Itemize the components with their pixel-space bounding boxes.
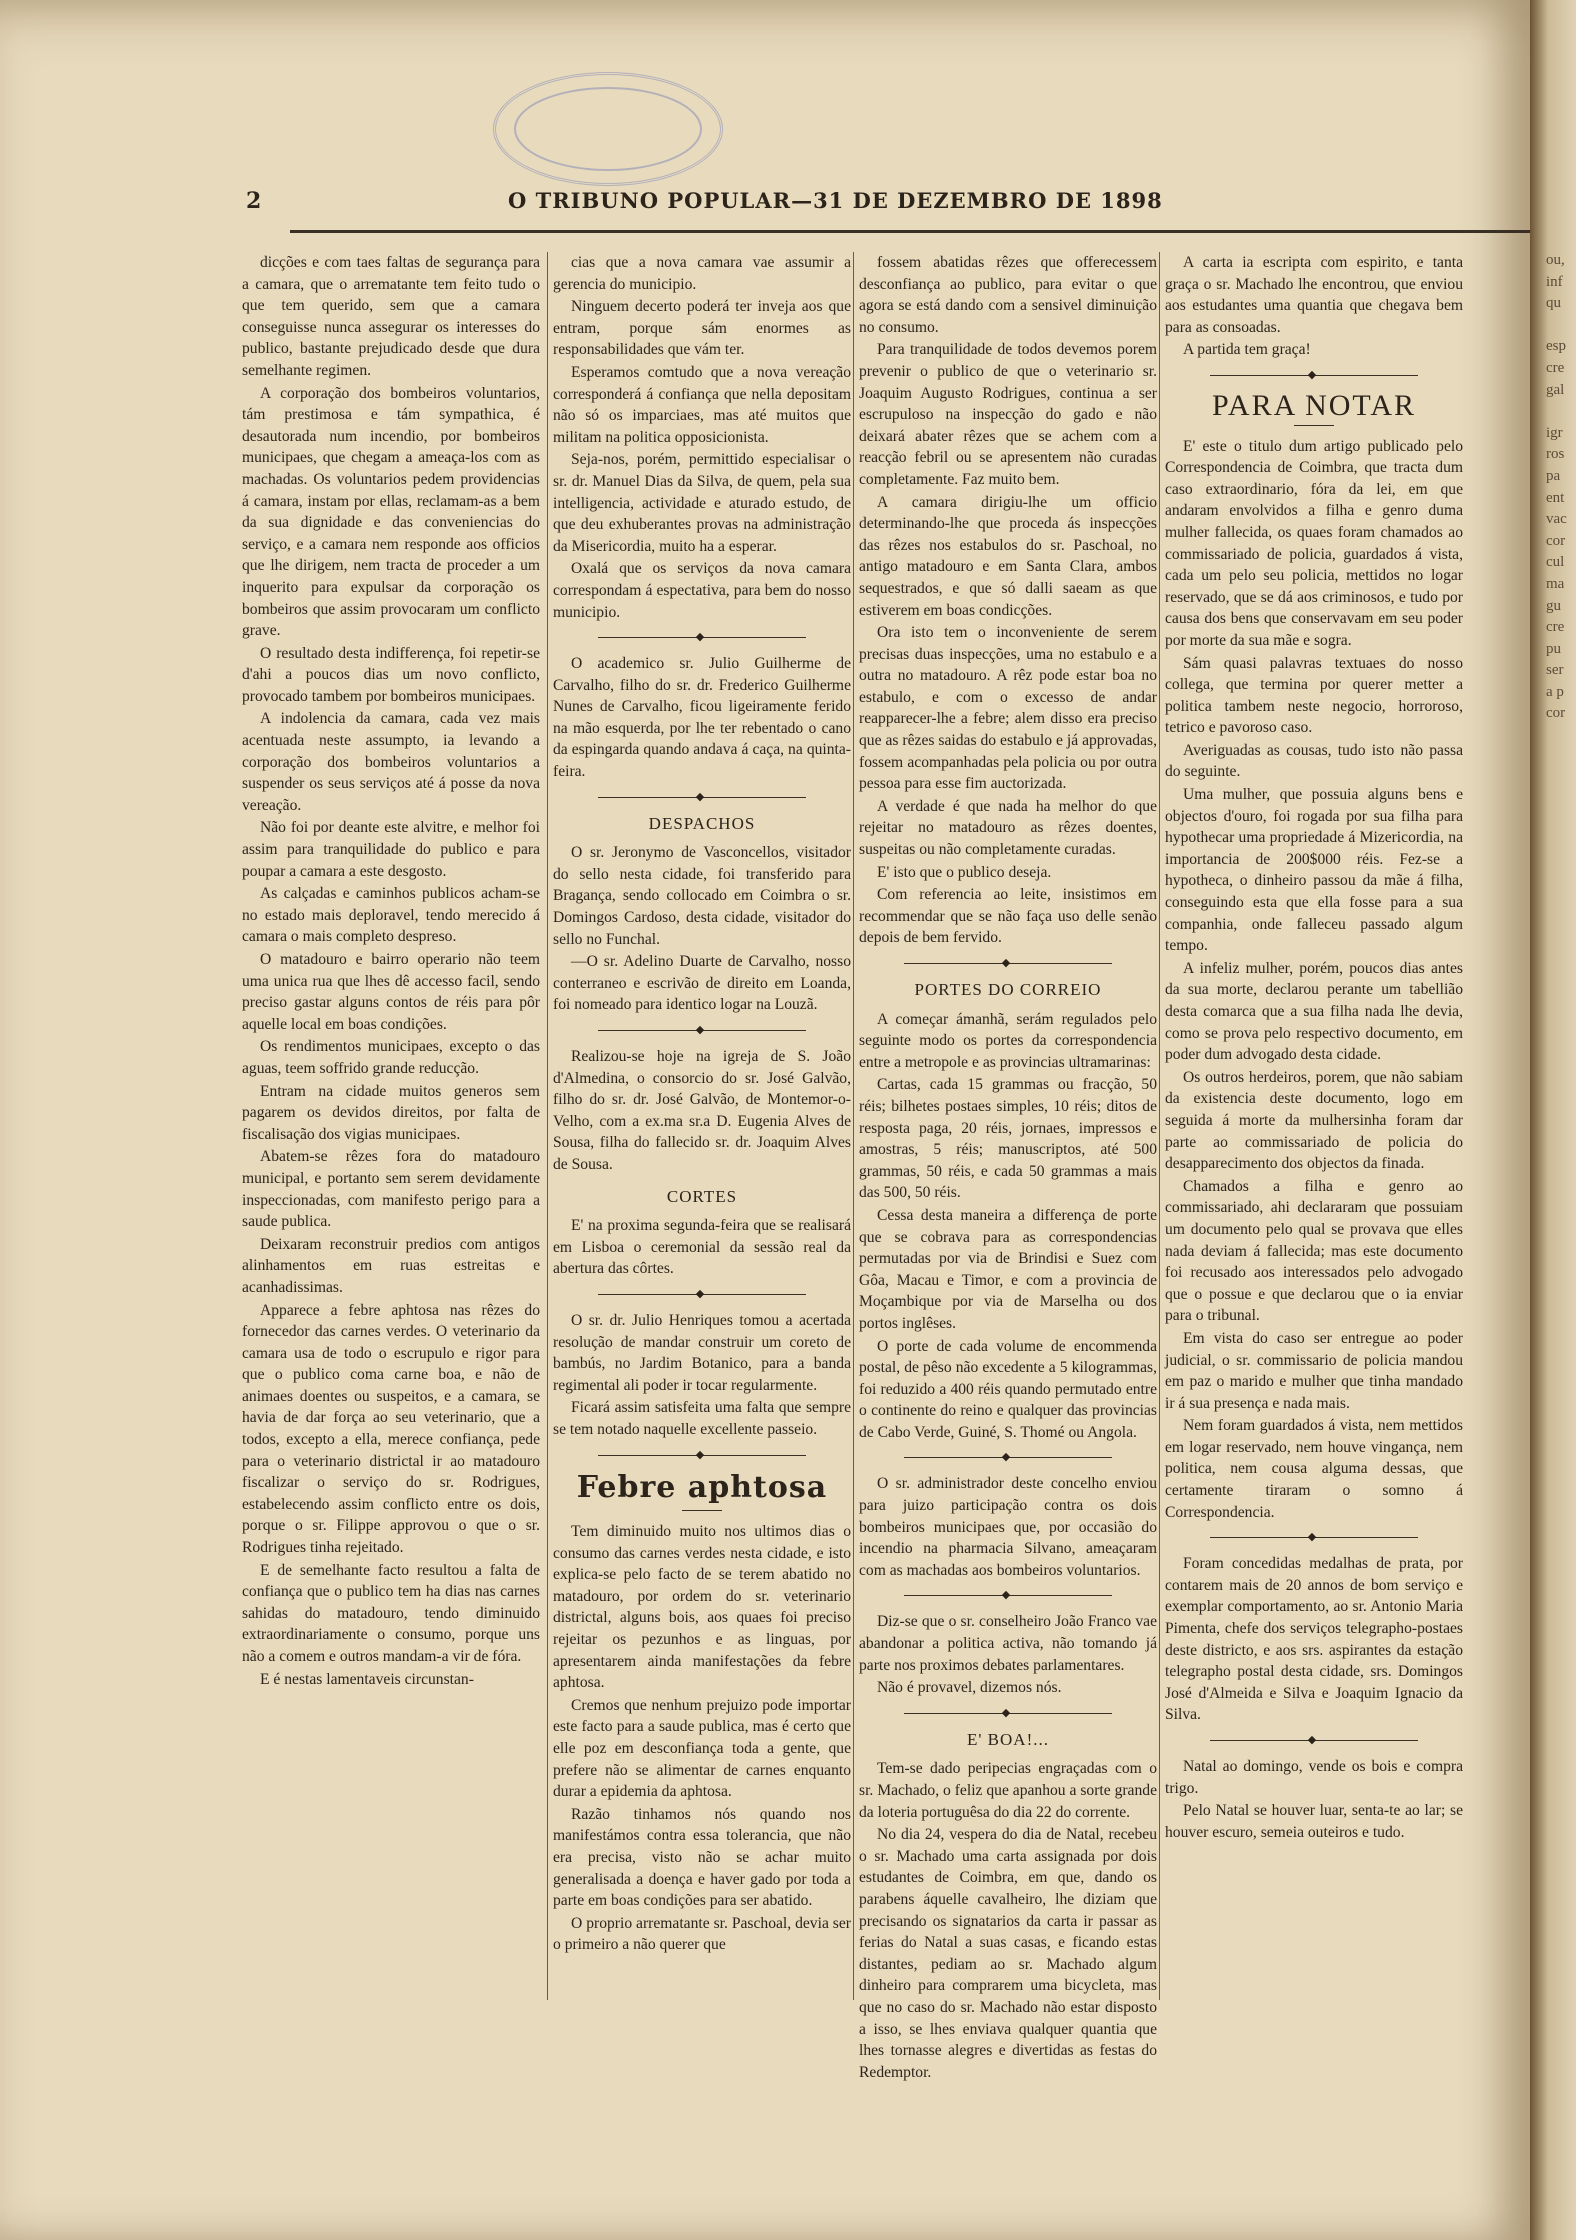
paragraph: O resultado desta indifferença, foi repetir-se d'ahi a poucos dias um novo conflicto, provocado tambem por bombeiros municipaes.	[242, 644, 540, 705]
paragraph: Os rendimentos municipaes, excepto o das aguas, teem soffrido grande reducção.	[242, 1038, 540, 1077]
heading-febre-aphtosa: Febre aphtosa	[576, 1469, 828, 1505]
article-academico: O academico sr. Julio Guilherme de Carvalho, filho do sr. dr. Frederico Guilherme Nunes de Carvalho, ficou ligeiramente ferido na mão esquerda, por lhe ter rebentado o cano da espingarda quando andava á caça, na quinta-feira.	[553, 655, 851, 781]
paragraph: —O sr. Adelino Duarte de Carvalho, nosso conterraneo e escrivão de direito em Loanda, foi nomeado para identico logar na Louzã.	[553, 953, 851, 1014]
separator	[598, 1451, 807, 1461]
paragraph: Natal ao domingo, vende os bois e compra trigo.	[1165, 1758, 1463, 1797]
edge-text-line: gu	[1546, 597, 1561, 614]
paragraph: Abatem-se rêzes fora do matadouro municipal, e portanto sem serem devidamente inspeccionadas, com manifesto perigo para a saude publica.	[242, 1148, 540, 1231]
paragraph: A partida tem graça!	[1183, 341, 1311, 359]
edge-text-line: pu	[1546, 640, 1561, 657]
article-medalhas: Foram concedidas medalhas de prata, por contarem mais de 20 annos de bom serviço e exemplar comportamento, ao sr. Antonio Maria Pimenta, chefe dos serviços telegrapho-postaes deste districto, e aos srs. aspirantes da estação telegrapho postal desta cidade, srs. Domingos José d'Almeida e Silva e Joaquim Ignacio da Silva.	[1165, 1555, 1463, 1724]
paragraph: E' isto que o publico deseja.	[877, 863, 1052, 881]
heading-despachos: DESPACHOS	[648, 813, 756, 833]
paragraph: A camara dirigiu-lhe um officio determinando-lhe que proceda ás inspecções das rêzes nos estabulos do sr. Paschoal, no antigo matadouro e em Santa Clara, ambos sequestrados, e que só dalli saeam as que estiverem em boas condicções.	[859, 493, 1157, 619]
paragraph: O matadouro e bairro operario não teem uma unica rua que lhes dê accesso facil, sendo preciso gastar alguns contos de réis para pôr aquelle local em boas condições.	[242, 951, 540, 1033]
edge-text-line: gal	[1546, 381, 1565, 398]
separator	[904, 1591, 1113, 1601]
paragraph: O sr. dr. Julio Henriques tomou a acertada resolução de mandar construir um coreto de bambús, no Jardim Botanico, para a banda regimental ali poder ir tocar regularmente.	[553, 1311, 851, 1394]
edge-text-line: pa	[1546, 467, 1561, 484]
header-rule	[290, 230, 1530, 233]
paragraph: Cartas, cada 15 grammas ou fracção, 50 réis; bilhetes postaes simples, 10 réis; ditos de resposta paga, 20 réis, jornaes, impressos e amostras, 5 réis; manuscriptos, até 500 grammas, 50 réis, e cada 50 grammas a mais das 500, 50 réis.	[859, 1076, 1157, 1202]
edge-text-line: igr	[1546, 424, 1563, 441]
paragraph: Sám quasi palavras textuaes do nosso collega, que termina por querer metter a politica tambem neste negocio, horroroso, tetrico e pavoroso caso.	[1165, 654, 1463, 737]
column-rule	[1159, 252, 1160, 2000]
column-1	[242, 252, 540, 1691]
paragraph: Entram na cidade muitos generos sem pagarem os devidos direitos, por falta de fiscalisação dos vigias municipaes.	[242, 1082, 540, 1143]
paragraph: E é nestas lamentaveis circunstan-	[260, 1670, 474, 1688]
edge-text-line: esp	[1546, 338, 1566, 355]
next-page-edge-text	[1546, 250, 1572, 725]
paragraph: O porte de cada volume de encommenda postal, de pêso não excedente a 5 kilogrammas, foi reduzido a 400 réis quando permutado entre o continente do reino e qualquer das provincias de Cabo Verde, Guiné, S. Thomé ou Angola.	[859, 1337, 1157, 1441]
separator	[904, 1453, 1113, 1463]
paragraph: A carta ia escripta com espirito, e tanta graça o sr. Machado lhe encontrou, que enviou aos estudantes uma quantia que chegava bem para as consoadas.	[1165, 254, 1463, 336]
paragraph: As calçadas e caminhos publicos acham-se no estado mais deploravel, tendo merecido á camara o mais completo despreso.	[242, 885, 540, 946]
paragraph: Os outros herdeiros, porem, que não sabiam da existencia deste documento, logo em seguida á morte da mulhersinha foram dar parte ao commissariado de policia do desapparecimento dos objectos da finada.	[1165, 1068, 1463, 1173]
separator	[598, 1026, 807, 1036]
paragraph: A indolencia da camara, cada vez mais acentuada neste assumpto, ia levando a corporação dos bombeiros voluntarios a suspender os seus serviços até á posse da nova vereação.	[242, 710, 540, 814]
library-stamp	[493, 72, 723, 186]
paragraph: Uma mulher, que possuia alguns bens e objectos d'ouro, foi rogada por sua filha para hypothecar uma propriedade á Mizericordia, na importancia de 200$000 réis. Fez-se a hypotheca, o dinheiro passou da mãe á filha, conseguindo esta que ella fosse para a sua companhia, onde falleceu passado algum tempo.	[1165, 786, 1463, 955]
separator	[598, 1290, 807, 1300]
separator	[904, 959, 1113, 969]
edge-text-line: ent	[1546, 489, 1565, 506]
edge-text-line: ou,	[1546, 252, 1565, 268]
paragraph: A infeliz mulher, porém, poucos dias antes da sua morte, declarou perante um tabellião desta comarca que a sua filha nada lhe devia, como se prova pelo respectivo documento, em poder dum advogado desta cidade.	[1165, 959, 1463, 1064]
column-3	[859, 252, 1157, 2084]
edge-text-line: ma	[1546, 575, 1565, 592]
edge-text-line	[1546, 315, 1572, 337]
heading-e-boa: E' BOA!...	[966, 1729, 1049, 1749]
edge-text-line: cre	[1546, 619, 1565, 636]
paragraph: A verdade é que nada ha melhor do que rejeitar no matadouro as rêzes doentes, suspeitas ou não completamente curadas.	[859, 797, 1157, 859]
heading-cortes: CORTES	[666, 1186, 738, 1206]
paragraph: Seja-nos, porém, permittido especialisar o sr. dr. Manuel Dias da Silva, de quem, pela sua intelligencia, actividade e aturado estudo, de que deu exhuberantes provas na administração da Misericordia, muito ha a esperar.	[553, 451, 851, 555]
separator	[598, 633, 807, 643]
paragraph: fossem abatidas rêzes que offerecessem desconfiança ao publico, para evitar o que agora se está dando com a sensivel diminuição no consumo.	[859, 254, 1157, 336]
paragraph: A começar ámanhã, serám regulados pelo seguinte modo os portes da correspondencia entre a metropole e as provincias ultramarinas:	[859, 1010, 1157, 1071]
paragraph: Esperamos comtudo que a nova vereação corresponderá á confiança que nella depositam não só os imparciaes, mas até muitos que militam na politica opposicionista.	[553, 363, 851, 446]
paragraph: A corporação dos bombeiros voluntarios, tám prestimosa e tám sympathica, é desautorada num incendio, por bombeiros municipaes, que chegam a ameaça-los com as machadas. Os voluntarios pedem providencias á camara, instam por ellas, reclamam-as a bem da sua dignidade e das conveniencias do serviço, e a camara nem responde aos officios que lhe dirigem, nem tracta de proceder a um inquerito para expulsar da corporação os bombeiros que assim provocaram um conflicto grave.	[242, 384, 540, 640]
heading-para-notar: PARA NOTAR	[1211, 388, 1417, 422]
edge-text-line: cor	[1546, 532, 1566, 549]
paragraph: Ora isto tem o inconveniente de serem precisas duas inspecções, uma no estabulo e a outra no matadouro. A rêz pode estar boa no estabulo, e com o excesso de andar reapparecer-lhe a febre; alem disso era preciso que as rêzes saidas do estabulo e já approvadas, fossem acompanhadas pela policia ou por outra pessoa para esse fim auctorizada.	[859, 624, 1157, 793]
separator	[1210, 371, 1419, 381]
paragraph: Averiguadas as cousas, tudo isto não passa do seguinte.	[1165, 741, 1463, 781]
paragraph: cias que a nova camara vae assumir a gerencia do municipio.	[553, 254, 851, 293]
separator	[1210, 1533, 1419, 1543]
paragraph: Para tranquilidade de todos devemos porem prevenir o publico de que o veterinario sr. Joaquim Augusto Rodrigues, continua a ser escrupuloso na inspecção do gado e não deixará abater rêzes que se achem com a reacção febril ou se apresentem não curadas completamente. Faz muito bem.	[859, 341, 1157, 488]
paragraph: Apparece a febre aphtosa nas rêzes do fornecedor das carnes verdes. O veterinario da camara usa de todo o escrupulo e rigor para que o publico coma carne boa, e não de animaes doentes ou suspeitos, e a camara, se havia de dar força ao seu veterinario, que a todos, excepto a ella, merece confiança, pede para o veterinario districtal ir ao matadouro fiscalizar o serviço do sr. Rodrigues, estabelecendo assim conflicto entre os dois, porque o sr. Filippe approvou o que o sr. Rodrigues tinha rejeitado.	[242, 1301, 540, 1557]
article-cortes: E' na proxima segunda-feira que se realisará em Lisboa o ceremonial da sessão real da abertura das côrtes.	[553, 1217, 851, 1278]
edge-text-line: inf	[1546, 273, 1563, 290]
paragraph: Cremos que nenhum prejuizo pode importar este facto para a saude publica, mas é certo que elle poz em desconfiança toda a gente, que prefere não se alimentar de carnes enquanto durar a epidemia da aphtosa.	[553, 1696, 851, 1801]
column-4	[1165, 252, 1463, 1844]
separator	[1210, 1736, 1419, 1746]
paragraph: Não foi por deante este alvitre, e melhor foi assim para tranquilidade do publico e para poupar a camara a este desgosto.	[242, 819, 540, 880]
masthead	[246, 188, 1526, 218]
separator	[598, 793, 807, 803]
paragraph: Com referencia ao leite, insistimos em recommendar que se não faça uso delle senão depois de bem fervido.	[859, 886, 1157, 947]
edge-text-line: ser	[1546, 662, 1564, 679]
paragraph: Em vista do caso ser entregue ao poder judicial, o sr. commissario de policia mandou em paz o marido e mulher que tinha mandado ir á sua presença e nada mais.	[1165, 1329, 1463, 1412]
heading-portes-correio: PORTES DO CORREIO	[914, 980, 1102, 999]
article-casamento: Realizou-se hoje na igreja de S. João d'Almedina, o consorcio do sr. José Galvão, filho do sr. dr. José Galvão, de Montemor-o-Velho, com a ex.ma sr.a D. Eugenia Alves de Sousa, filha do fallecido sr. dr. Joaquim Alves de Sousa.	[553, 1048, 851, 1173]
paragraph: Razão tinhamos nós quando nos manifestámos contra essa tolerancia, que não era precisa, visto não se achar muito generalisada a doença e haver gado por toda a parte em boas condições para ser abatido.	[553, 1805, 851, 1910]
paragraph: E' este o titulo dum artigo publicado pelo Correspondencia de Coimbra, que tracta dum caso extraordinario, fóra da lei, em que andaram envolvidos a filha e genro duma mulher fallecida, os quaes foram chamados ao commissariado de policia, guardados á vista, cada um pelo seu policia, mettidos no logar reservado, que se dá aos criminosos, e tudo por causa dos bens que conservavam em seu poder por morte da sua mãe e sogra.	[1165, 437, 1463, 649]
paragraph: Cessa desta maneira a differença de porte que se cobrava para as correspondencias permutadas por via de Brindisi e Suez com Gôa, Macau e Timor, e com a provincia de Moçambique por via de Marselha ou dos portos inglêses.	[859, 1206, 1157, 1332]
paragraph: Ficará assim satisfeita uma falta que sempre se tem notado naquelle excellente passeio.	[553, 1399, 851, 1438]
paragraph: O sr. Jeronymo de Vasconcellos, visitador do sello nesta cidade, foi transferido para Bragança, sendo collocado em Coimbra o sr. Domingos Cardoso, desta cidade, visitador do sello no Funchal.	[553, 844, 851, 948]
paragraph: Nem foram guardados á vista, nem mettidos em logar reservado, nem houve vingança, nem politica, nem cousa alguma dessas, que certamente tiraram o somno á Correspondencia.	[1165, 1417, 1463, 1521]
paragraph: Pelo Natal se houver luar, senta-te ao lar; se houver escuro, semeia outeiros e tudo.	[1165, 1802, 1463, 1841]
paragraph: O proprio arrematante sr. Paschoal, devia ser o primeiro a não querer que	[553, 1914, 851, 1954]
edge-text-line: cul	[1546, 554, 1565, 571]
page-number: 2	[246, 188, 263, 214]
edge-text-line: cor	[1546, 705, 1566, 722]
column-rule	[547, 252, 548, 2000]
edge-text-line: qu	[1546, 295, 1561, 312]
edge-text-line: vac	[1546, 511, 1567, 528]
article-administrador: O sr. administrador deste concelho enviou para juizo participação contra os dois bombeiros municipaes que, por occasião do incendio na pharmacia Silvano, ameaçaram com as machadas aos bombeiros voluntarios.	[859, 1475, 1157, 1579]
paragraph: No dia 24, vespera do dia de Natal, recebeu o sr. Machado uma carta assignada por dois estudantes de Coimbra, em que, dando os parabens áquelle cavalheiro, lhe diziam que precisando os signatarios da carta ir passar as ferias do Natal a suas casas, e ficando estas distantes, pediam ao sr. Machado algum dinheiro para comprarem uma bicycleta, mas que no caso do sr. Machado não estar disposto a isso, se lhes enviava qualquer quantia que lhes tornasse alegres e divertidas as festas do Redemptor.	[859, 1826, 1157, 2081]
edge-text-line: cre	[1546, 359, 1565, 376]
paragraph: Tem-se dado peripecias engraçadas com o sr. Machado, o feliz que apanhou a sorte grande da loteria portuguêsa do dia 22 do corrente.	[859, 1760, 1157, 1821]
paragraph: Chamados a filha e genro ao commissariado, ahi declararam que possuiam um documento pelo qual se provava que elles nada deviam á fallecida; mas este documento foi recusado aos interessados pelo advogado que o possue e que declarou que o ia enviar para o tribunal.	[1165, 1177, 1463, 1325]
column-rule	[853, 252, 854, 2000]
paragraph: Oxalá que os serviços da nova camara correspondam á espectativa, para bem do nosso municipio.	[553, 560, 851, 621]
paragraph: Diz-se que o sr. conselheiro João Franco vae abandonar a politica activa, não tomando já parte nos proximos debates parlamentares.	[859, 1613, 1157, 1674]
column-2	[553, 252, 851, 1957]
edge-text-line	[1546, 401, 1572, 423]
paragraph: Não é provavel, dizemos nós.	[877, 1679, 1062, 1697]
paragraph: Ninguem decerto poderá ter inveja aos que entram, porque sám enormes as responsabilidades que vám ter.	[553, 298, 851, 359]
paragraph: Deixaram reconstruir predios com antigos alinhamentos em ruas estreitas e acanhadissimas.	[242, 1235, 540, 1296]
paragraph: E de semelhante facto resultou a falta de confiança que o publico tem ha dias nas carnes sahidas do matadouro, tendo diminuido extraordinariamente o consumo, porque uns não a comem e outros mandam-a vir de fóra.	[242, 1561, 540, 1665]
masthead-title: O TRIBUNO POPULAR—31 DE DEZEMBRO DE 1898	[508, 188, 1163, 213]
paragraph: Tem diminuido muito nos ultimos dias o consumo das carnes verdes nesta cidade, e isto explica-se pelo facto de se terem abatido no matadouro, por ordem do sr. veterinario districtal, alguns bois, aos quaes foi preciso rejeitar os pezunhos e as linguas, por apresentarem ainda manifestações da febre aphtosa.	[553, 1523, 851, 1692]
paragraph: dicções e com taes faltas de segurança para a camara, que o arrematante tem feito tudo o que tem querido, sem que a camara conseguisse nunca assegurar os interesses do publico, bastante prejudicado desde que dura semelhante regimen.	[242, 254, 540, 379]
separator	[904, 1709, 1113, 1719]
edge-text-line: a p	[1546, 683, 1564, 700]
edge-text-line: ros	[1546, 446, 1565, 463]
